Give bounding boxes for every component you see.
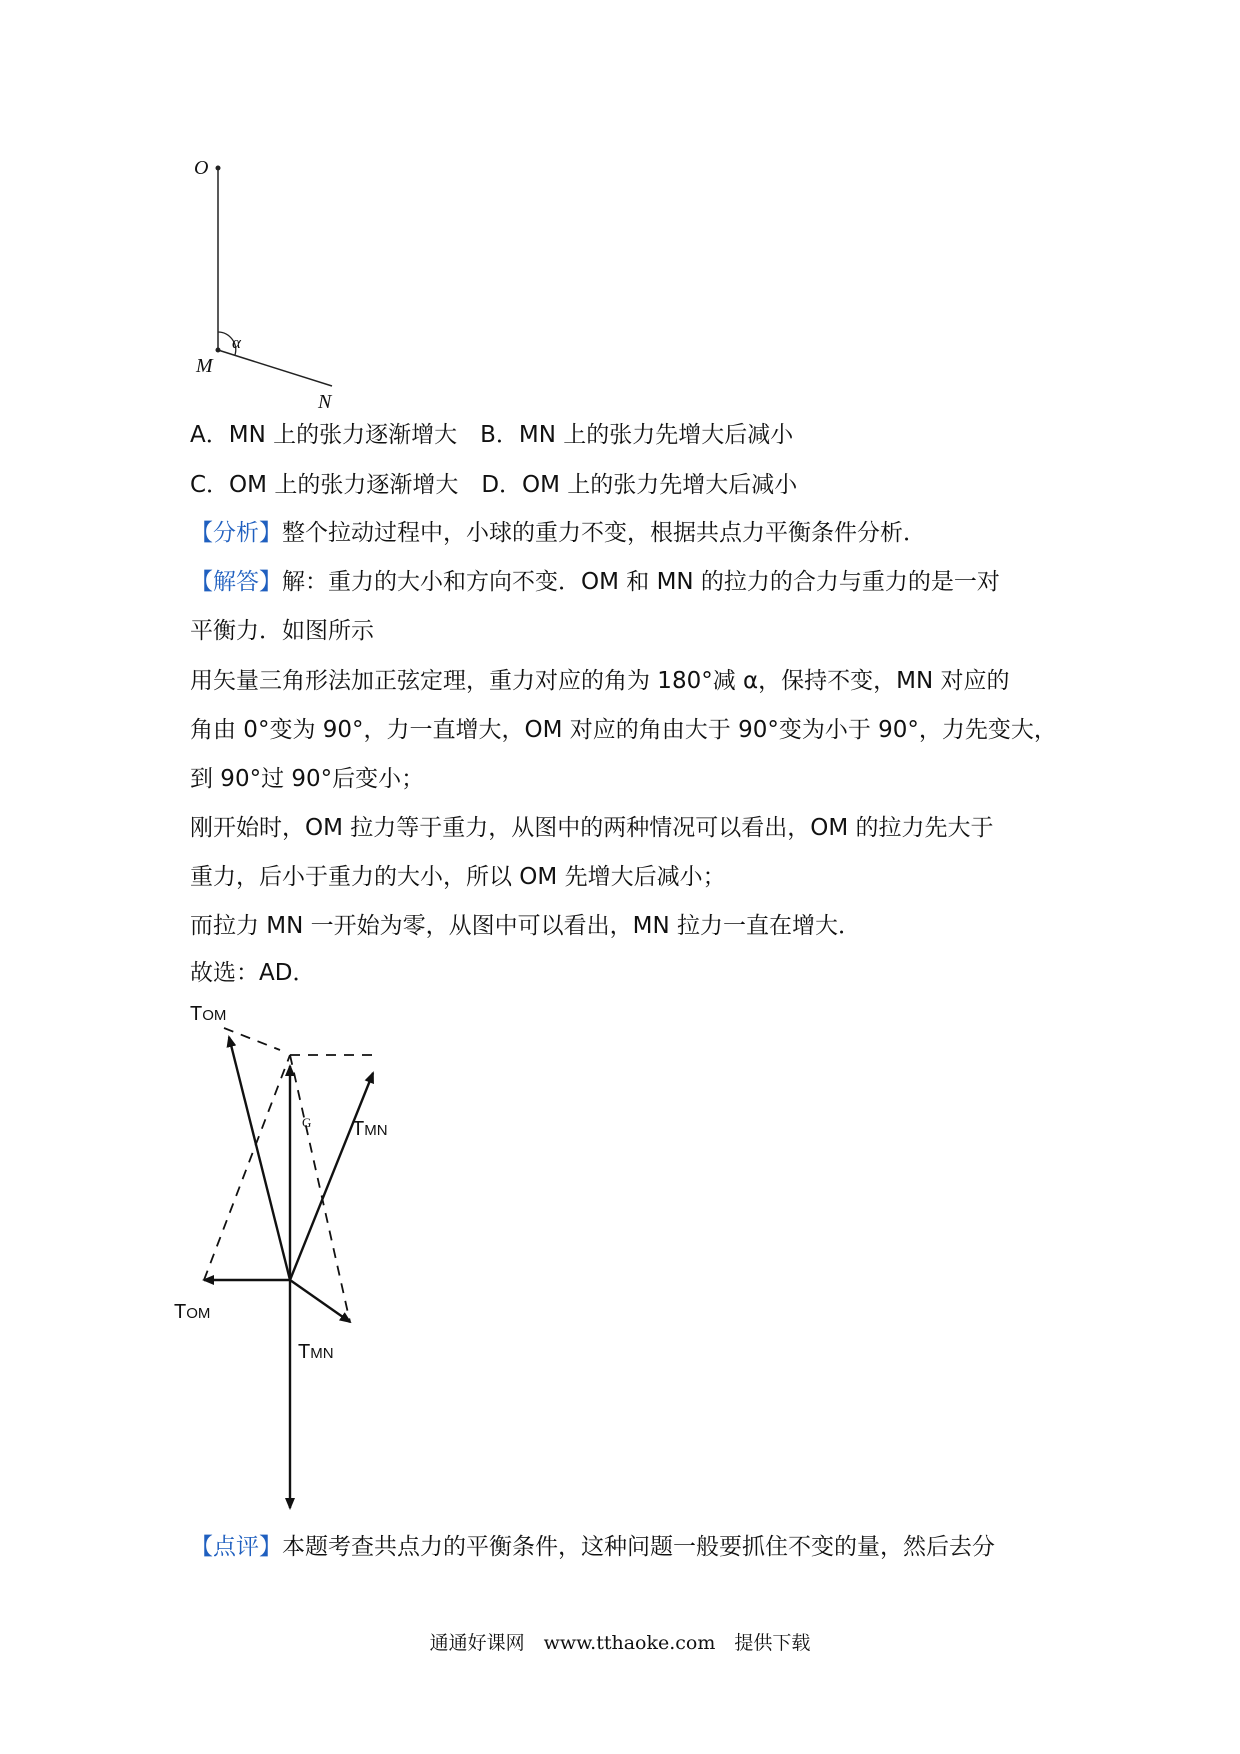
t-mn-label-1 [352,1118,388,1140]
solution-line-5-text: 到 90°过 90°后变小； [190,766,425,792]
solution-line-5 [190,764,1070,794]
point-n-label: N [318,391,332,413]
force-vector-diagram [174,1000,480,1520]
t-mn-label-2-letter: T [298,1341,311,1363]
point-o-label: O [194,157,209,179]
solution-line-6 [190,813,1070,843]
solution-line-9 [190,958,1070,988]
analysis-tag: 【分析】 [190,520,282,546]
options-cd [190,470,1070,500]
t-om-vector-1 [229,1037,290,1280]
t-mn-vector-2 [290,1280,350,1322]
t-mn-vector-1 [290,1073,373,1280]
solution-line-8-text: 而拉力 MN 一开始为零，从图中可以看出，MN 拉力一直在增大． [190,913,862,939]
point-m-label: M [196,355,213,377]
t-om-label-1 [190,1003,226,1025]
solution-line-2-text: 平衡力．如图所示 [190,618,374,644]
analysis-text: 整个拉动过程中，小球的重力不变，根据共点力平衡条件分析． [282,520,926,546]
comment-section [190,1532,1070,1562]
analysis-section [190,518,1070,548]
dashed-line-3 [204,1055,290,1280]
options-ab-text: A．MN 上的张力逐渐增大 B．MN 上的张力先增大后减小 [190,422,794,448]
rope-diagram [180,150,360,413]
solution-line-6-text: 刚开始时，OM 拉力等于重力，从图中的两种情况可以看出，OM 的拉力先大于 [190,815,994,841]
solution-line-7-text: 重力，后小于重力的大小，所以 OM 先增大后减小； [190,864,726,890]
t-mn-label-1-letter: T [352,1118,365,1140]
comment-text: 本题考查共点力的平衡条件，这种问题一般要抓住不变的量，然后去分 [282,1534,995,1560]
t-mn-label-2-sub: MN [310,1345,334,1362]
options-cd-text: C．OM 上的张力逐渐增大 D．OM 上的张力先增大后减小 [190,472,798,498]
g-label: G [302,1115,312,1130]
rope-mn [218,350,332,386]
comment-tag: 【点评】 [190,1534,282,1560]
solution-line-3-text: 用矢量三角形法加正弦定理，重力对应的角为 180°减 α，保持不变，MN 对应的 [190,668,1010,694]
footer-text: 通通好课网 www.tthaoke.com 提供下载 [429,1632,811,1654]
solution-line-4 [190,715,1070,745]
angle-label: α [232,333,241,352]
solution-line-7 [190,862,1070,892]
solution-line-9-text: 故选：AD． [190,960,316,986]
solution-line-3 [190,666,1070,696]
t-om-label-1-sub: OM [202,1007,227,1024]
solution-line-1 [190,567,1070,597]
t-om-label-2 [174,1301,210,1323]
options-ab [190,420,1070,450]
t-mn-label-1-sub: MN [364,1122,388,1139]
solution-line-8 [190,911,1070,941]
solution-tag: 【解答】 [190,569,282,595]
t-om-label-2-sub: OM [186,1305,211,1322]
point-o-dot [216,166,221,171]
t-om-label-1-letter: T [190,1003,203,1025]
t-mn-label-2 [298,1341,334,1363]
solution-line-2 [190,616,1070,646]
t-om-label-2-letter: T [174,1301,187,1323]
dashed-line-4 [290,1055,350,1322]
solution-line-1-text: 解：重力的大小和方向不变．OM 和 MN 的拉力的合力与重力的是一对 [282,569,1000,595]
page-footer [0,1628,1240,1655]
solution-line-4-text: 角由 0°变为 90°，力一直增大，OM 对应的角由大于 90°变为小于 90°，力先变大， [190,717,1057,743]
